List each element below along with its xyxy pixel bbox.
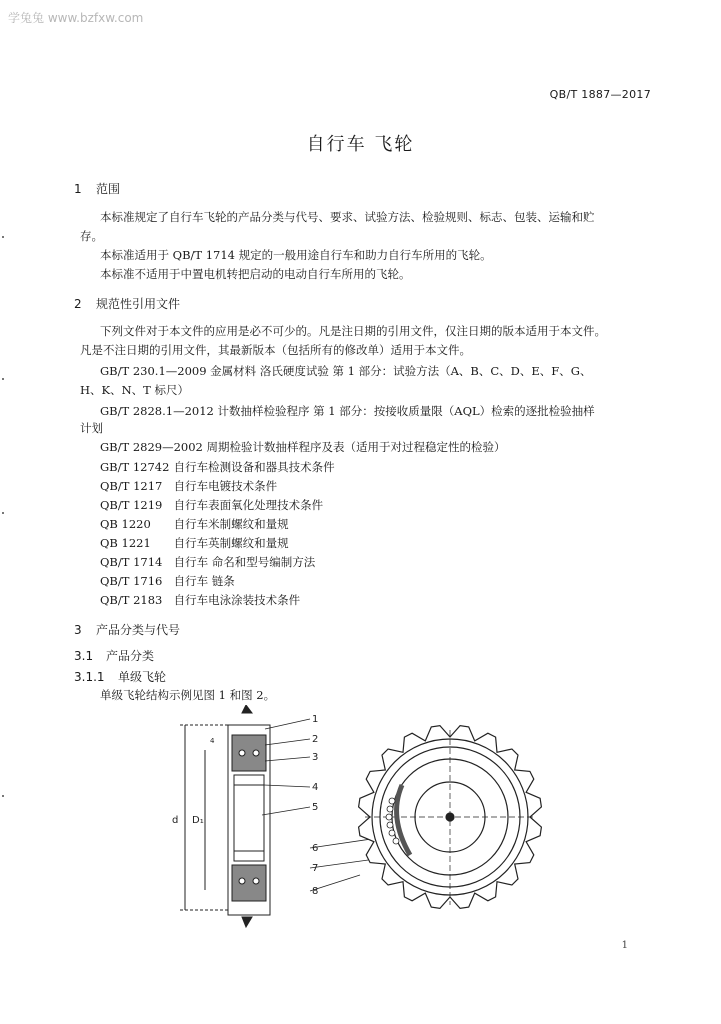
reference-item [100,478,277,494]
reference-title: 自行车米制螺纹和量规 [173,517,289,531]
reference-item [100,516,289,532]
dimension-d-label: d [172,815,179,826]
section-view [172,705,270,927]
section-number: 3.1.1 [74,670,105,684]
reference-code: QB/T 1219 [100,498,163,512]
reference-title: 自行车 链条 [173,574,235,588]
reference-item [100,573,235,589]
section-3-1-1-heading [74,668,166,685]
reference-code: QB 1221 [100,536,151,550]
callout-5: 5 [312,802,319,813]
section-1-heading [74,180,120,197]
reference-title: 自行车表面氧化处理技术条件 [173,498,324,512]
callout-1: 1 [312,714,319,725]
reference-title: 周期检验计数抽样程序及表（适用于对过程稳定性的检验） [206,440,506,454]
section-title: 范围 [96,182,121,196]
reference-item [100,459,335,475]
callout-3: 3 [312,752,319,763]
reference-code: QB/T 1716 [100,574,163,588]
scan-mark [2,795,4,797]
section-number: 1 [74,182,82,196]
scope-paragraph-1-line-2: 存。 [80,229,103,243]
reference-code: QB/T 1714 [100,555,163,569]
top-tooth-profile [242,705,252,713]
section-title: 产品分类与代号 [96,623,181,637]
section-number: 3 [74,623,82,637]
section-title: 单级飞轮 [118,670,167,684]
reference-code: QB 1220 [100,517,151,531]
scope-paragraph-3: 本标准不适用于中置电机转把启动的电动自行车所用的飞轮。 [100,267,411,281]
reference-item [100,554,315,570]
reference-code: GB/T 12742 [100,460,170,474]
callout-2: 2 [312,734,319,745]
scan-mark [2,236,4,238]
reference-item [100,592,300,608]
callout-8: 8 [312,886,319,897]
scope-paragraph-2: 本标准适用于 QB/T 1714 规定的一般用途自行车和助力自行车所用的飞轮。 [100,248,492,262]
reference-title: 自行车电镀技术条件 [173,479,278,493]
page-number: 1 [621,940,628,951]
reference-gbt-230-line-1: GB/T 230.1—2009 金属材料 洛氏硬度试验 第 1 部分：试验方法（A、B、C、D、E、F、G、 [100,364,592,378]
reference-gbt-2828-line-1: GB/T 2828.1—2012 计数抽样检验程序 第 1 部分：按接收质量限（AQL）检索的逐批检验抽样 [100,404,595,418]
bottom-tooth-profile [242,917,252,927]
standard-number: QB/T 1887—2017 [549,88,651,101]
page-title: 自行车 飞轮 [306,134,415,155]
reference-title: 自行车检测设备和器具技术条件 [173,460,335,474]
scan-mark [2,378,4,380]
watermark: 学兔兔 www.bzfxw.com [8,11,144,25]
lower-bearing-area [232,865,266,901]
normative-intro-line-1: 下列文件对于本文件的应用是必不可少的。凡是注日期的引用文件，仅注日期的版本适用于本文件。 [100,324,606,338]
callout-6: 6 [312,843,319,854]
section-3-heading [74,621,180,638]
upper-bearing-area [232,735,266,771]
small-dimension-label: 4 [210,737,215,745]
reference-item [100,497,323,513]
reference-item [100,535,289,551]
reference-gbt-230-line-2: H、K、N、T 标尺） [80,383,190,397]
callout-7: 7 [312,863,319,874]
dimension-d1-label: D₁ [192,815,204,826]
reference-title: 自行车电泳涂装技术条件 [173,593,301,607]
scope-paragraph-1-line-1: 本标准规定了自行车飞轮的产品分类与代号、要求、试验方法、检验规则、标志、包装、运输和贮 [100,210,595,224]
figure-intro: 单级飞轮结构示例见图 1 和图 2。 [100,688,276,702]
scan-mark [2,512,4,514]
reference-code: QB/T 1217 [100,479,163,493]
section-2-heading [74,295,180,312]
reference-title: 自行车 命名和型号编制方法 [173,555,316,569]
callout-4: 4 [312,782,319,793]
lower-ball [239,878,245,884]
reference-gbt-2828-line-2: 计划 [80,421,103,435]
section-title: 产品分类 [106,649,155,663]
section-3-1-heading [74,647,154,664]
reference-item [100,439,506,455]
section-number: 3.1 [74,649,94,663]
reference-code: QB/T 2183 [100,593,163,607]
reference-code: GB/T 2829—2002 [100,440,203,454]
reference-title: 自行车英制螺纹和量规 [173,536,289,550]
upper-ball [239,750,245,756]
core-sleeve [234,775,264,861]
section-title: 规范性引用文件 [96,297,181,311]
section-number: 2 [74,297,82,311]
freewheel-figure [170,705,560,940]
normative-intro-line-2: 凡是不注日期的引用文件，其最新版本（包括所有的修改单）适用于本文件。 [80,343,471,357]
sprocket-front-view [359,726,542,909]
